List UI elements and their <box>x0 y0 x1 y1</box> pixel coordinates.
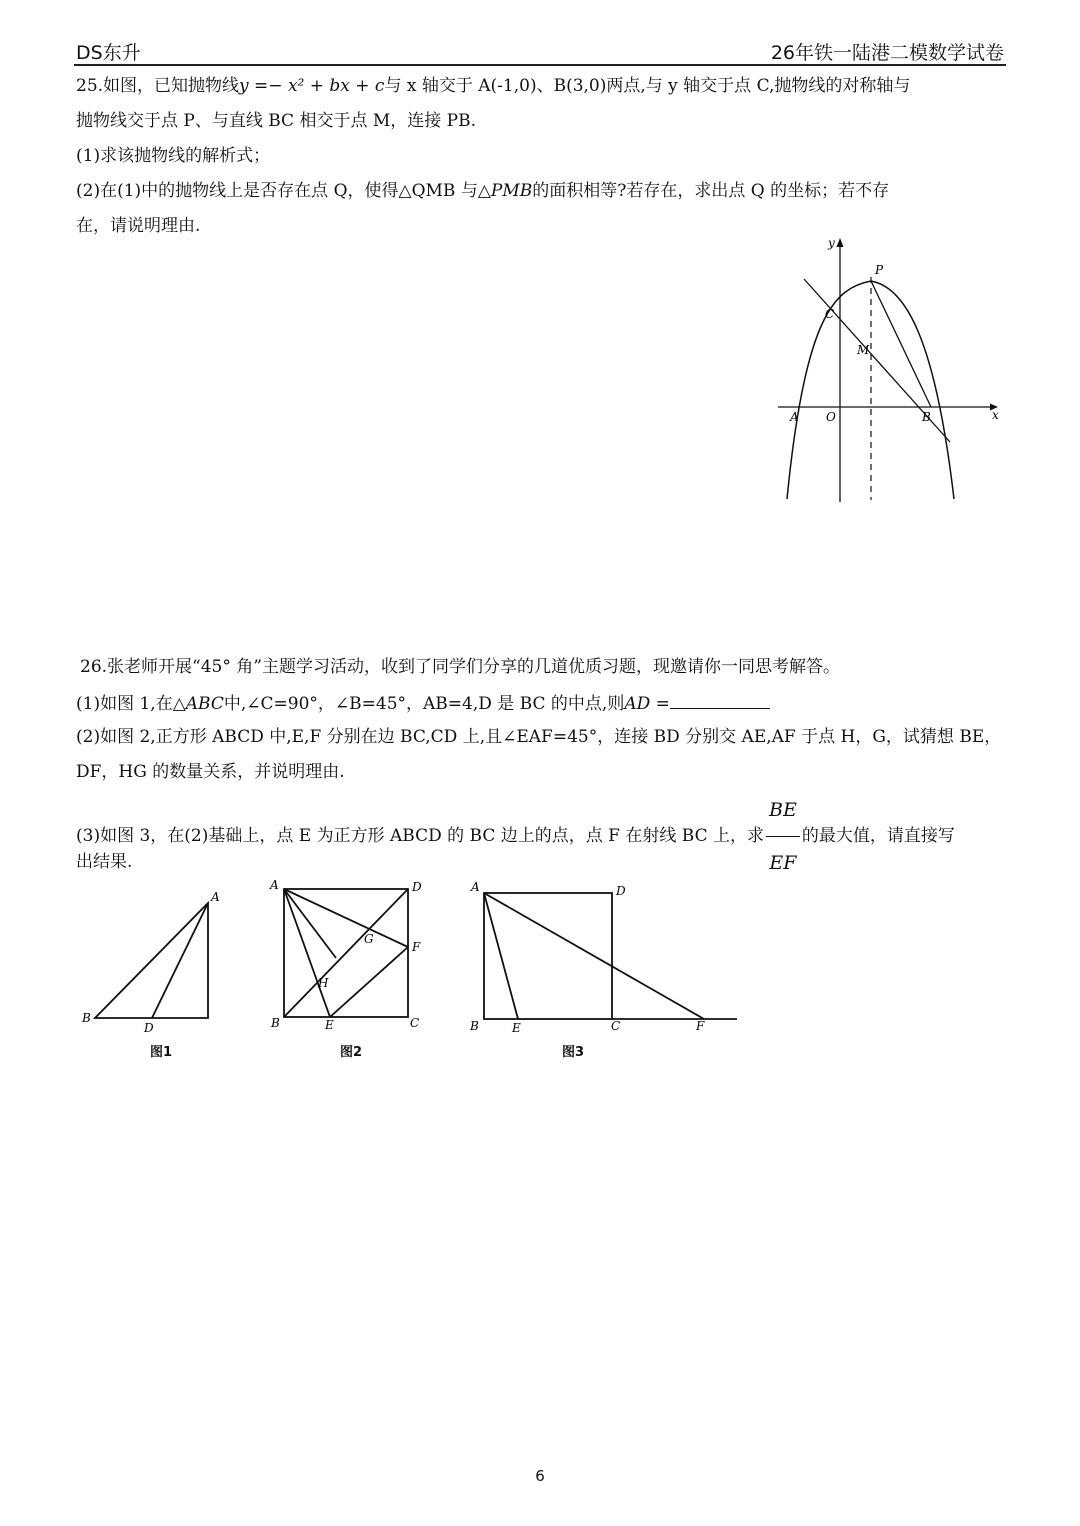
fig3-label-b: B <box>470 1019 479 1033</box>
q26-part-3-cont: 出结果. <box>76 852 133 872</box>
fig2-label-a: A <box>270 878 279 892</box>
fig2-label-e: E <box>325 1018 334 1032</box>
label-x: x <box>992 408 999 422</box>
q26-line-1: 26.张老师开展“45° 角”主题学习活动，收到了同学们分享的几道优质习题，现邀请你一同思考解答。 <box>80 657 840 677</box>
diagonal-bd <box>284 889 408 1017</box>
q25-part-2-cont: 在，请说明理由. <box>76 216 201 236</box>
fig2-label-b: B <box>271 1016 280 1030</box>
q26-figure-1 <box>78 885 228 1035</box>
q26-figure-3 <box>464 875 744 1040</box>
fig2-label-c: C <box>410 1016 420 1030</box>
label-y: y <box>828 236 835 250</box>
q25-parabola-formula: y =− x² + bx + c <box>239 76 385 96</box>
label-m: M <box>857 343 870 357</box>
page-number: 6 <box>535 1467 545 1485</box>
fig1-label-d: D <box>144 1021 154 1035</box>
fig3-caption: 图3 <box>562 1045 585 1060</box>
fig2-caption: 图2 <box>340 1045 363 1060</box>
header-rule <box>74 64 1006 66</box>
q25-part-1: (1)求该抛物线的解析式； <box>76 146 271 166</box>
fig1-label-a: A <box>211 890 220 904</box>
be-over-ef-fraction: $\frac{BE}{EF}$ <box>766 786 800 887</box>
fig1-label-b: B <box>82 1011 91 1025</box>
fig2-label-f: F <box>412 940 421 954</box>
label-b: B <box>922 410 931 424</box>
segment-af <box>484 893 704 1019</box>
segment-a-mid <box>284 889 336 958</box>
q26-part-2-cont: DF，HG 的数量关系，并说明理由. <box>76 762 345 782</box>
fig3-label-e: E <box>512 1021 521 1035</box>
fig3-label-d: D <box>616 884 626 898</box>
fig3-label-f: F <box>696 1019 705 1033</box>
fig1-caption: 图1 <box>150 1045 173 1060</box>
fig2-label-h: H <box>318 976 329 990</box>
segment-ae <box>484 893 518 1019</box>
q26-figure-2 <box>268 875 433 1040</box>
fig3-label-c: C <box>611 1019 621 1033</box>
label-p: P <box>875 263 884 277</box>
q26-part-3: (3)如图 3，在(2)基础上，点 E 为正方形 ABCD 的 BC 边上的点，点 F 在射线 BC 上，求 $\frac{BE}{EF}$ 的最大值，请直接写 <box>76 786 955 887</box>
y-axis-arrow-icon <box>837 238 844 247</box>
header-left: DS东升 <box>76 42 141 64</box>
q25-line-1: 25.如图，已知抛物线y =− x² + bx + c与 x 轴交于 A(-1,0)、B(3,0)两点,与 y 轴交于点 C,抛物线的对称轴与 <box>76 76 911 96</box>
label-a: A <box>790 410 799 424</box>
fig2-label-d: D <box>412 880 422 894</box>
header-right: 26年铁一陆港二模数学试卷 <box>770 42 1004 64</box>
segment-ad <box>152 903 208 1018</box>
fig3-label-a: A <box>471 880 480 894</box>
fig2-label-g: G <box>364 932 374 946</box>
q26-part-2: (2)如图 2,正方形 ABCD 中,E,F 分别在边 BC,CD 上,且∠EAF=45°，连接 BD 分别交 AE,AF 于点 H，G，试猜想 BE， <box>76 727 1002 747</box>
q25-part-2: (2)在(1)中的抛物线上是否存在点 Q，使得△QMB 与△PMB的面积相等?若存在，求出点 Q 的坐标；若不存 <box>76 181 890 201</box>
label-o: O <box>826 410 836 424</box>
q26-part-1: (1)如图 1,在△ABC中,∠C=90°，∠B=45°，AB=4,D 是 BC 的中点,则AD = <box>76 690 770 716</box>
answer-blank <box>670 690 770 709</box>
q25-parabola-figure <box>770 232 1010 507</box>
label-c: C <box>825 307 835 321</box>
q25-line-2: 抛物线交于点 P、与直线 BC 相交于点 M，连接 PB. <box>76 111 477 131</box>
triangle-abc <box>95 903 208 1018</box>
